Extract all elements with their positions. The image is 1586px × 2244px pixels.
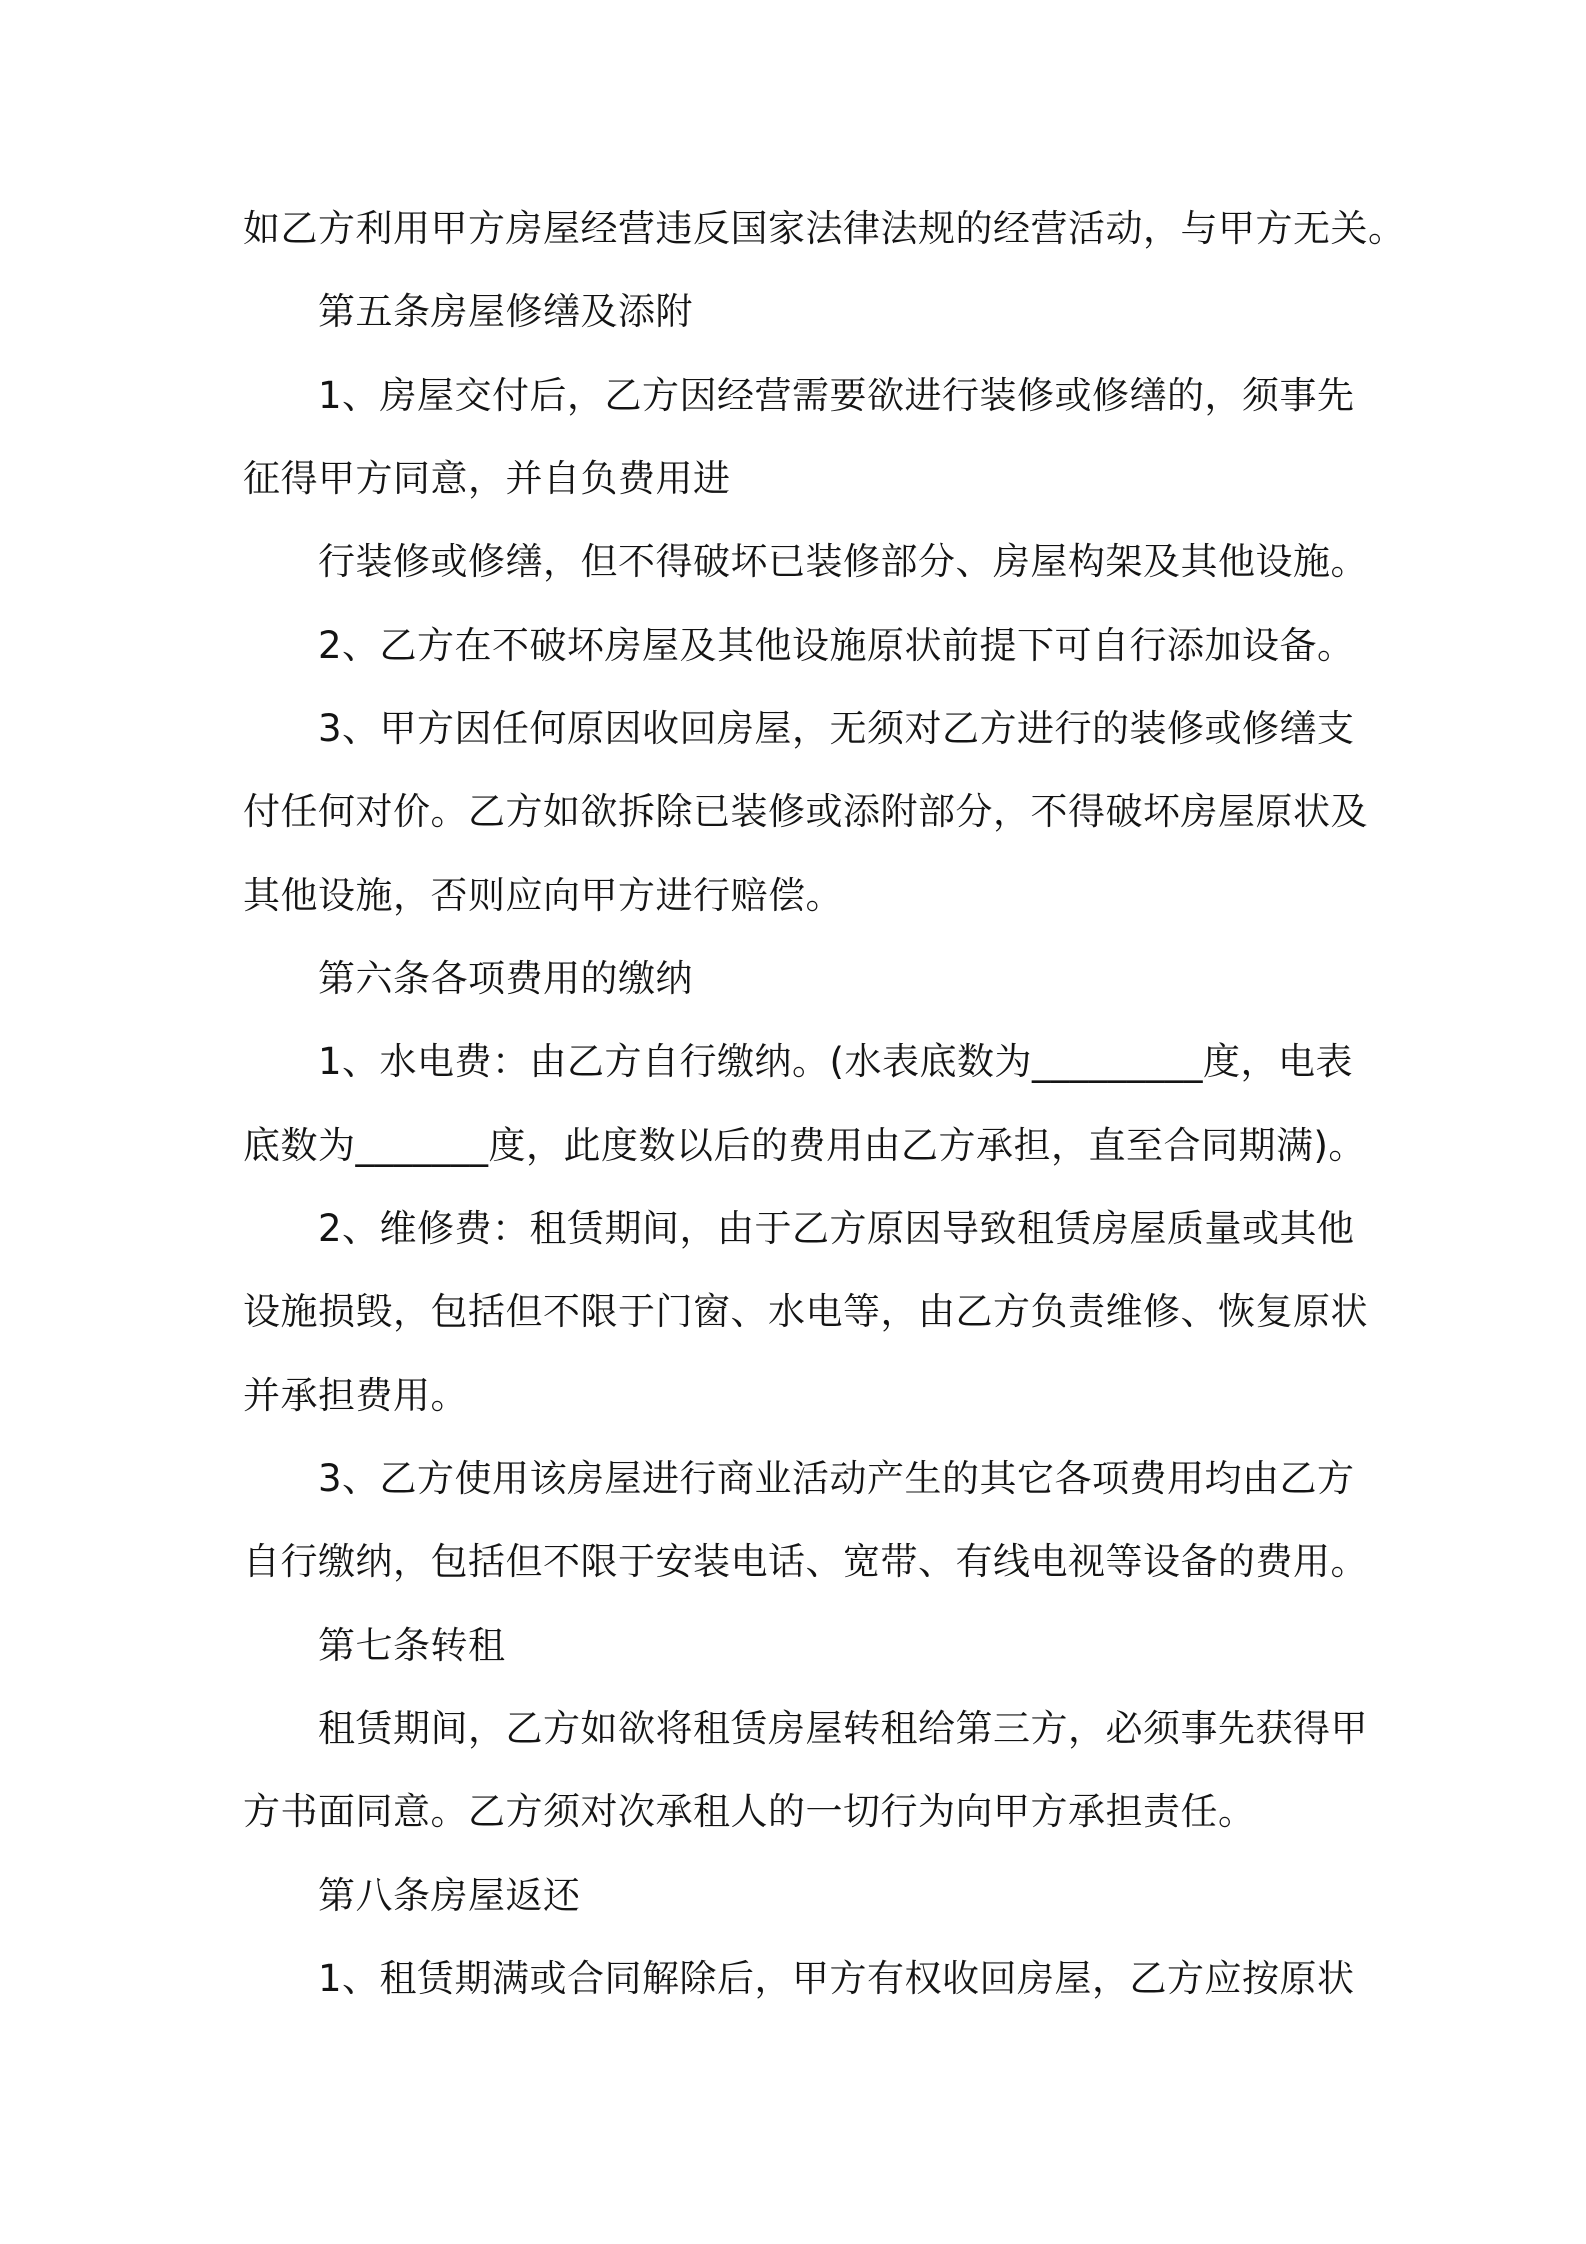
text-line: 并承担费用。	[243, 1374, 468, 1417]
text-line: 行装修或修缮，但不得破坏已装修部分、房屋构架及其他设施。	[318, 540, 1368, 583]
section-heading: 第八条房屋返还	[318, 1874, 581, 1917]
text-line: 2、维修费：租赁期间，由于乙方原因导致租赁房屋质量或其他	[318, 1207, 1355, 1250]
text-line: 底数为_______度，此度数以后的费用由乙方承担，直至合同期满)。	[243, 1124, 1366, 1167]
text-line: 其他设施，否则应向甲方进行赔偿。	[243, 874, 843, 917]
text-line: 1、租赁期满或合同解除后，甲方有权收回房屋，乙方应按原状	[318, 1957, 1355, 2000]
section-heading: 第七条转租	[318, 1624, 506, 1667]
text-line: 付任何对价。乙方如欲拆除已装修或添附部分，不得破坏房屋原状及	[243, 790, 1368, 833]
text-line: 1、水电费：由乙方自行缴纳。(水表底数为_________度，电表	[318, 1040, 1353, 1083]
section-heading: 第六条各项费用的缴纳	[318, 957, 693, 1000]
text-line: 自行缴纳，包括但不限于安装电话、宽带、有线电视等设备的费用。	[243, 1540, 1368, 1583]
text-line: 3、甲方因任何原因收回房屋，无须对乙方进行的装修或修缮支	[318, 707, 1355, 750]
text-line: 1、房屋交付后，乙方因经营需要欲进行装修或修缮的，须事先	[318, 374, 1355, 417]
text-line: 如乙方利用甲方房屋经营违反国家法律法规的经营活动，与甲方无关。	[243, 207, 1406, 250]
text-line: 租赁期间，乙方如欲将租赁房屋转租给第三方，必须事先获得甲	[318, 1707, 1368, 1750]
text-line: 方书面同意。乙方须对次承租人的一切行为向甲方承担责任。	[243, 1790, 1256, 1833]
text-line: 3、乙方使用该房屋进行商业活动产生的其它各项费用均由乙方	[318, 1457, 1355, 1500]
text-line: 征得甲方同意，并自负费用进	[243, 457, 731, 500]
text-line: 设施损毁，包括但不限于门窗、水电等，由乙方负责维修、恢复原状	[243, 1290, 1368, 1333]
text-line: 2、乙方在不破坏房屋及其他设施原状前提下可自行添加设备。	[318, 624, 1355, 667]
section-heading: 第五条房屋修缮及添附	[318, 290, 693, 333]
